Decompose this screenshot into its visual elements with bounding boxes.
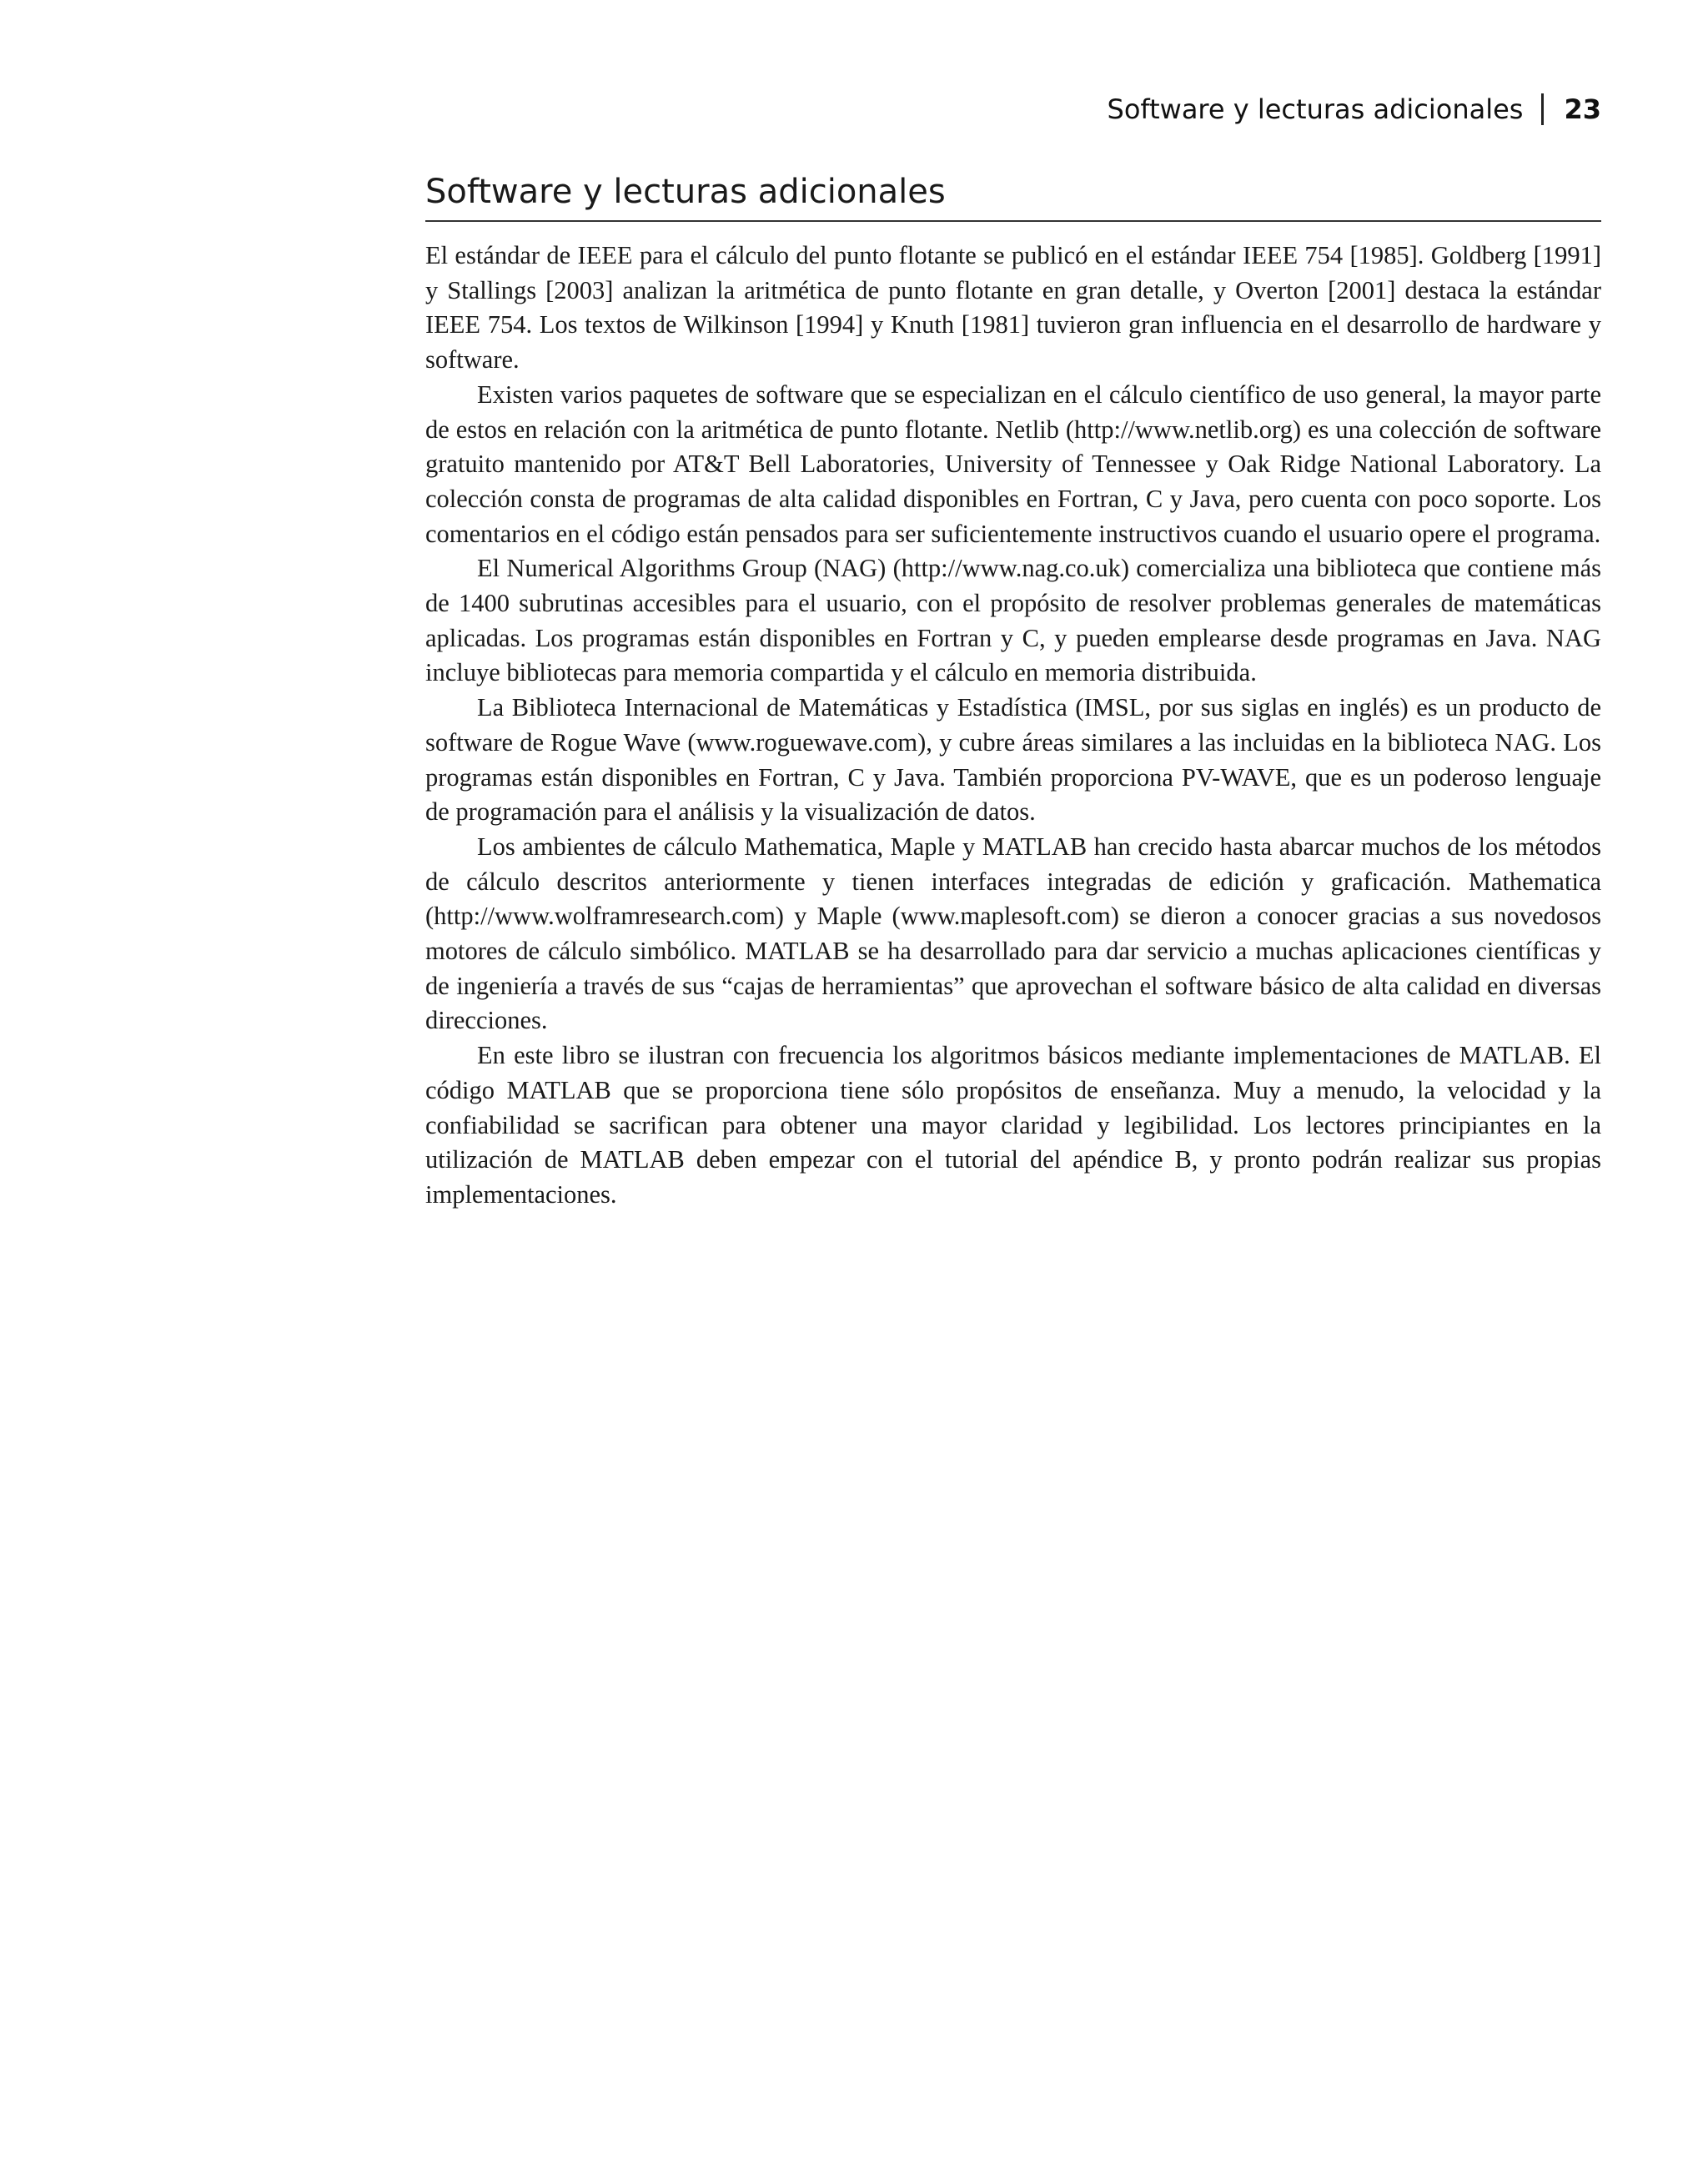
paragraph-matlab-book: En este libro se ilustran con frecuencia los algoritmos básicos mediante implementaciones de MATLAB. El código MATLAB que se proporciona tiene sólo propósitos de enseñanza. Muy a menudo, la velocidad y la confiabilidad se sacrifican para obtener una mayor claridad y legibilidad. Los lectores principiantes en la utilización de MATLAB deben empezar con el tutorial del apéndice B, y pronto podrán realizar sus propias implementaciones.: [425, 1041, 1601, 1209]
paragraph-imsl: La Biblioteca Internacional de Matemáticas y Estadística (IMSL, por sus siglas en inglés) es un producto de software de Rogue Wave (www.roguewave.com), y cubre áreas similares a las incluidas en la biblioteca NAG. Los programas están disponibles en Fortran, C y Java. También proporciona PV-WAVE, que es un poderoso lenguaje de programación para el análisis y la visualización de datos.: [425, 693, 1601, 827]
page-content: [425, 170, 1601, 1213]
page-number: 23: [1564, 93, 1601, 125]
header-divider: [1541, 93, 1544, 125]
paragraph-environments: Los ambientes de cálculo Mathematica, Maple y MATLAB han crecido hasta abarcar muchos de los métodos de cálculo descritos anteriormente y tienen interfaces integradas de edición y graficación. Mathematica (http://www.wolframresearch.com) y Maple (www.maplesoft.com) se dieron a conocer gracias a sus novedosos motores de cálculo simbólico. MATLAB se ha desarrollado para dar servicio a muchas aplicaciones científicas y de ingeniería a través de sus “cajas de herramientas” que aprovechan el software básico de alta calidad en diversas direcciones.: [425, 832, 1601, 1035]
paragraph-netlib: Existen varios paquetes de software que se especializan en el cálculo científico de uso general, la mayor parte de estos en relación con la aritmética de punto flotante. Netlib (http://www.netlib.​org) es una colección de software gratuito mantenido por AT&T Bell Laboratories, University of Tennessee y Oak Ridge National Laboratory. La colección consta de programas de alta calidad disponibles en Fortran, C y Java, pero cuenta con poco soporte. Los comentarios en el código están pensados para ser suficientemente instructivos cuando el usuario opere el programa.: [425, 380, 1601, 548]
section-title: Software y lecturas adicionales: [425, 170, 1601, 222]
section-body: [425, 239, 1601, 1213]
running-header: [1108, 93, 1602, 125]
paragraph-nag: El Numerical Algorithms Group (NAG) (http://www.nag.co.uk) comercializa una biblioteca que contiene más de 1400 subrutinas accesibles para el usuario, con el propósito de resolver problemas generales de matemáticas aplicadas. Los programas están disponibles en Fortran y C, y pueden emplearse desde programas en Java. NAG incluye bibliotecas para memoria compartida y el cálculo en memoria distribuida.: [425, 554, 1601, 687]
running-header-title: Software y lecturas adicionales: [1107, 93, 1524, 125]
paragraph-ieee-standard: El estándar de IEEE para el cálculo del punto flotante se publicó en el estándar IEEE 754 [1985]. Goldberg [1991] y Stallings [2003] analizan la aritmética de punto flotante en gran detalle, y Overton [2001] destaca la estándar IEEE 754. Los textos de Wilkinson [1994] y Knuth [1981] tuvieron gran influencia en el desarrollo de hardware y software.: [425, 241, 1601, 375]
